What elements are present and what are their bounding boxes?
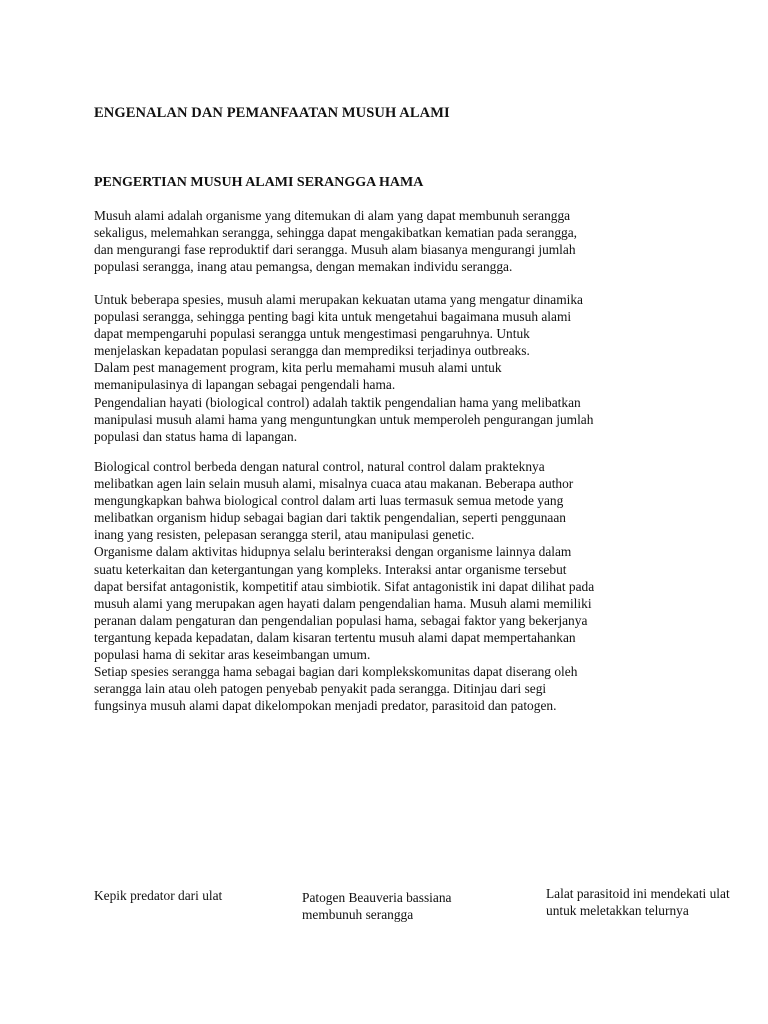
text-line: melibatkan agen lain selain musuh alami, misalnya cuaca atau makanan. Beberapa author bbox=[94, 476, 574, 492]
text-line: serangga lain atau oleh patogen penyebab penyakit pada serangga. Ditinjau dari segi bbox=[94, 681, 547, 697]
text-line: sekaligus, melemahkan serangga, sehingga dapat mengakibatkan kematian pada serangga, bbox=[94, 225, 577, 241]
text-line: fungsinya musuh alami dapat dikelompokan menjadi predator, parasitoid dan patogen. bbox=[94, 698, 557, 714]
document-title: ENGENALAN DAN PEMANFAATAN MUSUH ALAMI bbox=[94, 105, 450, 121]
text-line: mengungkapkan bahwa biological control dalam arti luas termasuk semua metode yang bbox=[94, 493, 564, 509]
text-line: memanipulasinya di lapangan sebagai pengendali hama. bbox=[94, 377, 396, 393]
text-line: dan mengurangi fase reproduktif dari serangga. Musuh alam biasanya mengurangi jumlah bbox=[94, 242, 576, 258]
section-heading: PENGERTIAN MUSUH ALAMI SERANGGA HAMA bbox=[94, 175, 424, 190]
image-caption-pathogen bbox=[302, 889, 451, 923]
caption-line: Patogen Beauveria bassiana bbox=[302, 890, 452, 905]
image-caption-predator bbox=[94, 887, 222, 904]
paragraph-block bbox=[94, 207, 694, 275]
text-line: populasi serangga, sehingga penting bagi kita untuk mengetahui bagaimana musuh alami bbox=[94, 309, 572, 325]
image-caption-parasitoid bbox=[546, 885, 730, 919]
paragraph-block bbox=[94, 291, 694, 445]
text-line: tergantung kepada kepadatan, dalam kisaran tertentu musuh alami dapat mempertahankan bbox=[94, 629, 576, 645]
text-line: dapat bersifat antagonistik, kompetitif atau simbiotik. Sifat antagonistik ini dapat dilihat pada bbox=[94, 578, 595, 594]
caption-line: Lalat parasitoid ini mendekati ulat bbox=[546, 886, 730, 901]
text-line: menjelaskan kepadatan populasi serangga dan memprediksi terjadinya outbreaks. bbox=[94, 343, 530, 359]
text-line: Musuh alami adalah organisme yang ditemukan di alam yang dapat membunuh serangga bbox=[94, 208, 571, 223]
text-line: Untuk beberapa spesies, musuh alami merupakan kekuatan utama yang mengatur dinamika bbox=[94, 292, 583, 307]
text-line: Dalam pest management program, kita perlu memahami musuh alami untuk bbox=[94, 360, 502, 376]
text-line: musuh alami yang merupakan agen hayati dalam pengendalian hama. Musuh alami memiliki bbox=[94, 595, 592, 611]
text-line: Organisme dalam aktivitas hidupnya selalu berinteraksi dengan organisme lainnya dalam bbox=[94, 544, 572, 560]
caption-line: membunuh serangga bbox=[302, 907, 414, 923]
text-line: Biological control berbeda dengan natural control, natural control dalam prakteknya bbox=[94, 459, 545, 474]
caption-line: Kepik predator dari ulat bbox=[94, 888, 223, 903]
text-line: suatu keterkaitan dan ketergantungan yang kompleks. Interaksi antar organisme tersebut bbox=[94, 561, 567, 577]
text-line: populasi serangga, inang atau pemangsa, dengan memakan individu serangga. bbox=[94, 259, 513, 275]
text-line: populasi dan status hama di lapangan. bbox=[94, 428, 298, 444]
text-line: Pengendalian hayati (biological control) adalah taktik pengendalian hama yang melibatkan bbox=[94, 394, 581, 410]
paragraph-block bbox=[94, 458, 694, 714]
text-line: dapat mempengaruhi populasi serangga untuk mengestimasi pengaruhnya. Untuk bbox=[94, 326, 530, 342]
caption-line: untuk meletakkan telurnya bbox=[546, 903, 689, 919]
text-line: Setiap spesies serangga hama sebagai bagian dari komplekskomunitas dapat diserang oleh bbox=[94, 664, 578, 680]
text-line: populasi hama di sekitar aras keseimbangan umum. bbox=[94, 647, 371, 663]
text-line: inang yang resisten, pelepasan serangga steril, atau manipulasi genetic. bbox=[94, 527, 475, 543]
text-line: melibatkan organism hidup sebagai bagian dari taktik pengendalian, seperti penggunaan bbox=[94, 510, 567, 526]
text-line: manipulasi musuh alami hama yang menguntungkan untuk memperoleh pengurangan jumlah bbox=[94, 411, 594, 427]
text-line: peranan dalam pengaturan dan pengendalian populasi hama, sebagai faktor yang bekerjanya bbox=[94, 612, 588, 628]
